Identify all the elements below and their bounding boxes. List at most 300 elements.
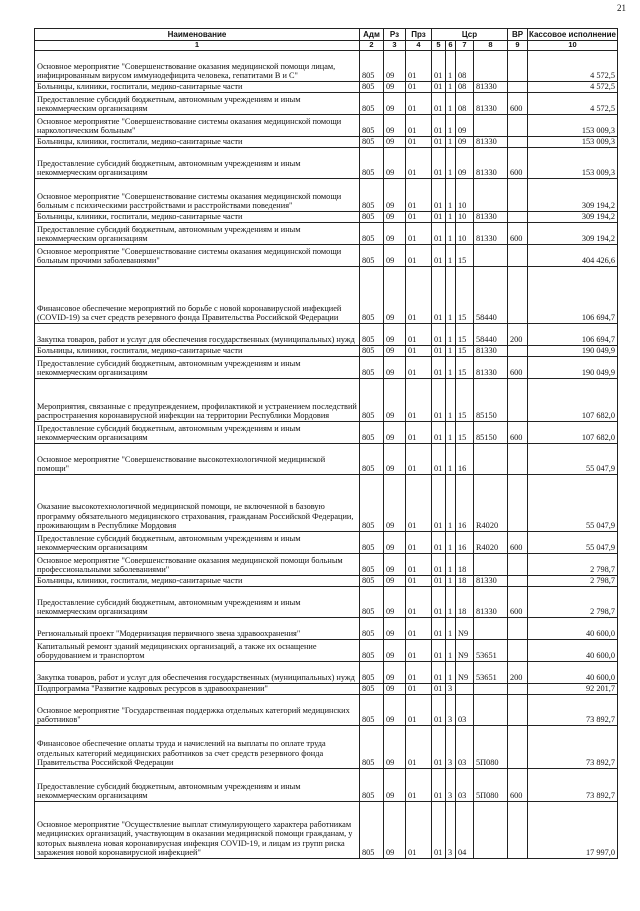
table-row [35, 444, 618, 475]
row-csr-program: 01 [432, 475, 446, 532]
row-name: Закупка товаров, работ и услуг для обеспечения государственных (муниципальных) нужд [35, 324, 360, 346]
table-row [35, 769, 618, 802]
row-sum: 92 201,7 [528, 684, 618, 695]
row-prz: 01 [406, 115, 432, 137]
row-prz: 01 [406, 576, 432, 587]
column-number: 3 [384, 41, 406, 51]
row-csr-subprogram: 1 [446, 662, 456, 684]
row-csr-direction: 53651 [474, 662, 508, 684]
row-vr [508, 346, 528, 357]
row-csr-subprogram: 1 [446, 475, 456, 532]
row-rz: 09 [384, 576, 406, 587]
row-prz: 01 [406, 662, 432, 684]
row-csr-program: 01 [432, 357, 446, 379]
column-number-row [35, 41, 618, 51]
table-row [35, 93, 618, 115]
row-adm: 805 [360, 587, 384, 618]
table-row [35, 51, 618, 82]
row-csr-program: 01 [432, 554, 446, 576]
row-adm: 805 [360, 82, 384, 93]
row-sum: 309 194,2 [528, 179, 618, 212]
row-csr-event: N9 [456, 662, 474, 684]
row-prz: 01 [406, 137, 432, 148]
row-csr-direction [474, 115, 508, 137]
row-prz: 01 [406, 51, 432, 82]
row-vr [508, 726, 528, 769]
row-csr-program: 01 [432, 618, 446, 640]
row-csr-program: 01 [432, 346, 446, 357]
column-number: 10 [528, 41, 618, 51]
row-csr-direction [474, 51, 508, 82]
row-csr-program: 01 [432, 587, 446, 618]
row-sum: 40 600,0 [528, 662, 618, 684]
row-prz: 01 [406, 245, 432, 267]
table-row [35, 212, 618, 223]
row-csr-subprogram: 1 [446, 640, 456, 662]
table-body [35, 51, 618, 859]
row-rz: 09 [384, 769, 406, 802]
row-csr-subprogram: 3 [446, 802, 456, 859]
row-adm: 805 [360, 475, 384, 532]
row-csr-direction: 58440 [474, 267, 508, 324]
row-rz: 09 [384, 475, 406, 532]
row-rz: 09 [384, 640, 406, 662]
row-csr-event: 09 [456, 148, 474, 179]
row-vr [508, 51, 528, 82]
row-csr-event: 15 [456, 346, 474, 357]
row-vr [508, 576, 528, 587]
table-row [35, 267, 618, 324]
row-prz: 01 [406, 444, 432, 475]
row-rz: 09 [384, 532, 406, 554]
row-name: Подпрограмма "Развитие кадровых ресурсов в здравоохранении" [35, 684, 360, 695]
row-name: Финансовое обеспечение оплаты труда и начислений на выплаты по оплате труда отдельных категорий медицинских работников за счет средств резервного фонда Правительства Российской Федерации [35, 726, 360, 769]
row-csr-direction [474, 444, 508, 475]
row-sum: 73 892,7 [528, 769, 618, 802]
row-sum: 55 047,9 [528, 444, 618, 475]
row-prz: 01 [406, 267, 432, 324]
row-name: Основное мероприятие "Совершенствование системы оказания медицинской помощи наркологическим больным" [35, 115, 360, 137]
row-sum: 2 798,7 [528, 587, 618, 618]
row-adm: 805 [360, 422, 384, 444]
table-row [35, 115, 618, 137]
column-number: 9 [508, 41, 528, 51]
row-csr-subprogram: 1 [446, 324, 456, 346]
row-vr: 200 [508, 662, 528, 684]
row-csr-direction: 81330 [474, 212, 508, 223]
row-csr-direction: 85150 [474, 422, 508, 444]
row-name: Предоставление субсидий бюджетным, автономным учреждениям и иным некоммерческим организациям [35, 532, 360, 554]
row-vr [508, 618, 528, 640]
row-rz: 09 [384, 684, 406, 695]
table-row [35, 422, 618, 444]
row-prz: 01 [406, 554, 432, 576]
row-prz: 01 [406, 82, 432, 93]
row-name: Предоставление субсидий бюджетным, автономным учреждениям и иным некоммерческим организациям [35, 357, 360, 379]
row-csr-event: 03 [456, 769, 474, 802]
row-csr-direction: 81330 [474, 223, 508, 245]
row-sum: 153 009,3 [528, 148, 618, 179]
table-row [35, 802, 618, 859]
table-row [35, 684, 618, 695]
row-adm: 805 [360, 51, 384, 82]
row-csr-event: N9 [456, 618, 474, 640]
row-rz: 09 [384, 554, 406, 576]
row-csr-direction: 81330 [474, 587, 508, 618]
budget-table [34, 28, 618, 859]
column-number: 4 [406, 41, 432, 51]
row-vr [508, 695, 528, 726]
row-csr-direction: 5П080 [474, 726, 508, 769]
table-row [35, 379, 618, 422]
row-csr-subprogram: 1 [446, 346, 456, 357]
header-sum: Кассовое исполнение [528, 29, 617, 39]
row-rz: 09 [384, 179, 406, 212]
row-prz: 01 [406, 587, 432, 618]
table-row [35, 245, 618, 267]
row-adm: 805 [360, 324, 384, 346]
row-prz: 01 [406, 179, 432, 212]
row-adm: 805 [360, 245, 384, 267]
row-prz: 01 [406, 148, 432, 179]
row-vr: 600 [508, 422, 528, 444]
row-adm: 805 [360, 695, 384, 726]
column-number: 7 [456, 41, 474, 51]
table-row [35, 726, 618, 769]
row-csr-program: 01 [432, 379, 446, 422]
row-csr-event: 18 [456, 554, 474, 576]
row-rz: 09 [384, 93, 406, 115]
row-csr-direction [474, 684, 508, 695]
row-adm: 805 [360, 115, 384, 137]
row-name: Больницы, клиники, госпитали, медико-санитарные части [35, 576, 360, 587]
row-csr-event: 08 [456, 51, 474, 82]
row-csr-event: 15 [456, 422, 474, 444]
row-csr-program: 01 [432, 148, 446, 179]
row-vr [508, 444, 528, 475]
row-csr-direction [474, 245, 508, 267]
row-csr-subprogram: 3 [446, 769, 456, 802]
table-row [35, 618, 618, 640]
row-prz: 01 [406, 379, 432, 422]
row-csr-event: 15 [456, 324, 474, 346]
row-adm: 805 [360, 726, 384, 769]
row-csr-direction [474, 695, 508, 726]
column-number: 6 [446, 41, 456, 51]
row-sum: 40 600,0 [528, 618, 618, 640]
row-csr-event: 15 [456, 267, 474, 324]
row-sum: 55 047,9 [528, 532, 618, 554]
row-sum: 73 892,7 [528, 695, 618, 726]
row-rz: 09 [384, 82, 406, 93]
row-csr-direction: 53651 [474, 640, 508, 662]
row-prz: 01 [406, 223, 432, 245]
row-csr-direction [474, 179, 508, 212]
row-csr-program: 01 [432, 422, 446, 444]
row-vr: 600 [508, 587, 528, 618]
row-name: Финансовое обеспечение мероприятий по борьбе с новой коронавирусной инфекцией (COVID-19) за счет средств резервного фонда Правительства Российской Федерации [35, 267, 360, 324]
row-csr-event: 03 [456, 695, 474, 726]
row-csr-program: 01 [432, 802, 446, 859]
row-csr-event: 09 [456, 137, 474, 148]
row-csr-subprogram: 1 [446, 82, 456, 93]
row-rz: 09 [384, 379, 406, 422]
row-vr: 600 [508, 532, 528, 554]
row-csr-program: 01 [432, 726, 446, 769]
row-csr-subprogram: 3 [446, 695, 456, 726]
row-csr-program: 01 [432, 532, 446, 554]
row-csr-program: 01 [432, 662, 446, 684]
row-sum: 17 997,0 [528, 802, 618, 859]
row-sum: 107 682,0 [528, 379, 618, 422]
row-rz: 09 [384, 148, 406, 179]
row-sum: 190 049,9 [528, 346, 618, 357]
row-prz: 01 [406, 422, 432, 444]
row-prz: 01 [406, 684, 432, 695]
row-vr [508, 267, 528, 324]
row-csr-subprogram: 1 [446, 587, 456, 618]
row-csr-event: 09 [456, 115, 474, 137]
row-csr-event: 08 [456, 93, 474, 115]
row-rz: 09 [384, 802, 406, 859]
table-row [35, 346, 618, 357]
row-csr-event: 16 [456, 532, 474, 554]
row-csr-direction [474, 802, 508, 859]
row-csr-subprogram: 1 [446, 137, 456, 148]
row-vr [508, 212, 528, 223]
row-vr: 200 [508, 324, 528, 346]
row-csr-direction: 81330 [474, 82, 508, 93]
row-csr-subprogram: 1 [446, 444, 456, 475]
row-vr [508, 802, 528, 859]
row-name: Основное мероприятие "Осуществление выплат стимулирующего характера работникам медицинских организаций, участвующим в оказании медицинской помощи гражданам, у которых выявлена новая коронавирусная инфекция COVID-19, и лицам из групп риска заражения новой коронавирусной инфекцией" [35, 802, 360, 859]
header-prz: Прз [406, 29, 432, 41]
row-csr-direction: 85150 [474, 379, 508, 422]
row-csr-direction [474, 618, 508, 640]
row-name: Больницы, клиники, госпитали, медико-санитарные части [35, 212, 360, 223]
header-rz: Рз [384, 29, 406, 41]
row-csr-direction: 81330 [474, 576, 508, 587]
row-csr-subprogram: 1 [446, 148, 456, 179]
row-csr-event [456, 684, 474, 695]
row-prz: 01 [406, 618, 432, 640]
row-vr [508, 82, 528, 93]
row-csr-subprogram: 1 [446, 115, 456, 137]
table-row [35, 324, 618, 346]
row-csr-direction: 81330 [474, 93, 508, 115]
row-rz: 09 [384, 726, 406, 769]
row-csr-event: 10 [456, 223, 474, 245]
row-sum: 2 798,7 [528, 554, 618, 576]
table-row [35, 137, 618, 148]
row-csr-event: 10 [456, 212, 474, 223]
row-name: Закупка товаров, работ и услуг для обеспечения государственных (муниципальных) нужд [35, 662, 360, 684]
row-vr [508, 554, 528, 576]
row-vr [508, 475, 528, 532]
row-csr-program: 01 [432, 223, 446, 245]
page-number: 21 [617, 3, 626, 13]
row-adm: 805 [360, 346, 384, 357]
row-name: Предоставление субсидий бюджетным, автономным учреждениям и иным некоммерческим организациям [35, 769, 360, 802]
header-adm: Адм [360, 29, 384, 41]
row-sum: 55 047,9 [528, 475, 618, 532]
row-adm: 805 [360, 379, 384, 422]
row-csr-program: 01 [432, 82, 446, 93]
row-csr-subprogram: 1 [446, 51, 456, 82]
row-csr-program: 01 [432, 640, 446, 662]
row-adm: 805 [360, 223, 384, 245]
table-row [35, 640, 618, 662]
row-vr: 600 [508, 93, 528, 115]
table-row [35, 695, 618, 726]
row-adm: 805 [360, 357, 384, 379]
row-name: Предоставление субсидий бюджетным, автономным учреждениям и иным некоммерческим организациям [35, 148, 360, 179]
row-prz: 01 [406, 695, 432, 726]
row-csr-subprogram: 1 [446, 554, 456, 576]
row-rz: 09 [384, 444, 406, 475]
row-csr-direction: 58440 [474, 324, 508, 346]
row-prz: 01 [406, 802, 432, 859]
row-rz: 09 [384, 695, 406, 726]
row-csr-event: 16 [456, 444, 474, 475]
row-name: Предоставление субсидий бюджетным, автономным учреждениям и иным некоммерческим организациям [35, 587, 360, 618]
row-vr [508, 115, 528, 137]
row-name: Основное мероприятие "Совершенствование системы оказания медицинской помощи больным с психическими расстройствами и расстройствами поведения" [35, 179, 360, 212]
row-vr [508, 245, 528, 267]
row-adm: 805 [360, 267, 384, 324]
row-csr-subprogram: 1 [446, 179, 456, 212]
row-csr-direction: 81330 [474, 148, 508, 179]
row-csr-subprogram: 1 [446, 357, 456, 379]
row-name: Основное мероприятие "Совершенствование системы оказания медицинской помощи больным прочими заболеваниями" [35, 245, 360, 267]
row-adm: 805 [360, 554, 384, 576]
row-prz: 01 [406, 324, 432, 346]
row-adm: 805 [360, 93, 384, 115]
row-adm: 805 [360, 148, 384, 179]
row-rz: 09 [384, 223, 406, 245]
row-adm: 805 [360, 576, 384, 587]
row-sum: 2 798,7 [528, 576, 618, 587]
row-csr-subprogram: 1 [446, 212, 456, 223]
row-adm: 805 [360, 532, 384, 554]
row-prz: 01 [406, 357, 432, 379]
row-csr-direction: R4020 [474, 475, 508, 532]
row-sum: 73 892,7 [528, 726, 618, 769]
row-rz: 09 [384, 212, 406, 223]
header-row [35, 29, 618, 41]
row-csr-event: 04 [456, 802, 474, 859]
row-sum: 4 572,5 [528, 82, 618, 93]
row-vr [508, 179, 528, 212]
row-csr-event: 16 [456, 475, 474, 532]
row-csr-program: 01 [432, 115, 446, 137]
row-csr-event: 15 [456, 379, 474, 422]
row-adm: 805 [360, 769, 384, 802]
column-number: 1 [35, 41, 360, 51]
row-name: Больницы, клиники, госпитали, медико-санитарные части [35, 137, 360, 148]
header-name: Наименование [35, 29, 360, 41]
row-csr-program: 01 [432, 695, 446, 726]
row-csr-subprogram: 1 [446, 245, 456, 267]
row-csr-program: 01 [432, 137, 446, 148]
table-row [35, 532, 618, 554]
row-csr-event: 10 [456, 179, 474, 212]
row-name: Основное мероприятие "Государственная поддержка отдельных категорий медицинских работников" [35, 695, 360, 726]
row-name: Капитальный ремонт зданий медицинских организаций, а также их оснащение оборудованием и транспортом [35, 640, 360, 662]
row-prz: 01 [406, 769, 432, 802]
row-rz: 09 [384, 618, 406, 640]
row-csr-subprogram: 1 [446, 618, 456, 640]
row-rz: 09 [384, 662, 406, 684]
row-prz: 01 [406, 726, 432, 769]
row-adm: 805 [360, 444, 384, 475]
row-name: Региональный проект "Модернизация первичного звена здравоохранения" [35, 618, 360, 640]
table-row [35, 662, 618, 684]
row-sum: 153 009,3 [528, 137, 618, 148]
row-csr-event: 08 [456, 82, 474, 93]
row-csr-subprogram: 1 [446, 576, 456, 587]
row-name: Основное мероприятие "Совершенствование оказания медицинской помощи больным профессиональными заболеваниями" [35, 554, 360, 576]
row-sum: 4 572,5 [528, 93, 618, 115]
row-name: Мероприятия, связанные с предупреждением, профилактикой и устранением последствий распространения коронавирусной инфекции на территории Республики Мордовия [35, 379, 360, 422]
row-adm: 805 [360, 684, 384, 695]
row-sum: 40 600,0 [528, 640, 618, 662]
row-name: Оказание высокотехнологичной медицинской помощи, не включенной в базовую программу обязательного медицинского страхования, гражданам Российской Федерации, проживающим в Республике Мордовия [35, 475, 360, 532]
row-rz: 09 [384, 245, 406, 267]
row-name: Предоставление субсидий бюджетным, автономным учреждениям и иным некоммерческим организациям [35, 223, 360, 245]
table-row [35, 82, 618, 93]
row-prz: 01 [406, 532, 432, 554]
column-number: 8 [474, 41, 508, 51]
row-rz: 09 [384, 51, 406, 82]
row-csr-direction: 81330 [474, 137, 508, 148]
row-rz: 09 [384, 346, 406, 357]
column-number: 2 [360, 41, 384, 51]
row-name: Больницы, клиники, госпитали, медико-санитарные части [35, 346, 360, 357]
row-prz: 01 [406, 346, 432, 357]
row-name: Основное мероприятие "Совершенствование высокотехнологичной медицинской помощи" [35, 444, 360, 475]
row-csr-subprogram: 1 [446, 422, 456, 444]
row-prz: 01 [406, 475, 432, 532]
table-row [35, 357, 618, 379]
table-row [35, 179, 618, 212]
row-csr-direction [474, 554, 508, 576]
row-csr-subprogram: 3 [446, 726, 456, 769]
row-csr-event: 18 [456, 587, 474, 618]
row-rz: 09 [384, 324, 406, 346]
table-row [35, 223, 618, 245]
table-row [35, 475, 618, 532]
row-csr-program: 01 [432, 444, 446, 475]
row-rz: 09 [384, 267, 406, 324]
row-adm: 805 [360, 212, 384, 223]
row-csr-program: 01 [432, 267, 446, 324]
row-sum: 106 694,7 [528, 267, 618, 324]
row-csr-direction: R4020 [474, 532, 508, 554]
row-csr-event: N9 [456, 640, 474, 662]
row-name: Предоставление субсидий бюджетным, автономным учреждениям и иным некоммерческим организациям [35, 93, 360, 115]
row-vr: 600 [508, 769, 528, 802]
row-sum: 309 194,2 [528, 212, 618, 223]
row-adm: 805 [360, 802, 384, 859]
row-csr-program: 01 [432, 179, 446, 212]
row-csr-program: 01 [432, 576, 446, 587]
row-adm: 805 [360, 137, 384, 148]
row-sum: 106 694,7 [528, 324, 618, 346]
row-csr-direction: 5П080 [474, 769, 508, 802]
row-vr: 600 [508, 357, 528, 379]
row-rz: 09 [384, 357, 406, 379]
